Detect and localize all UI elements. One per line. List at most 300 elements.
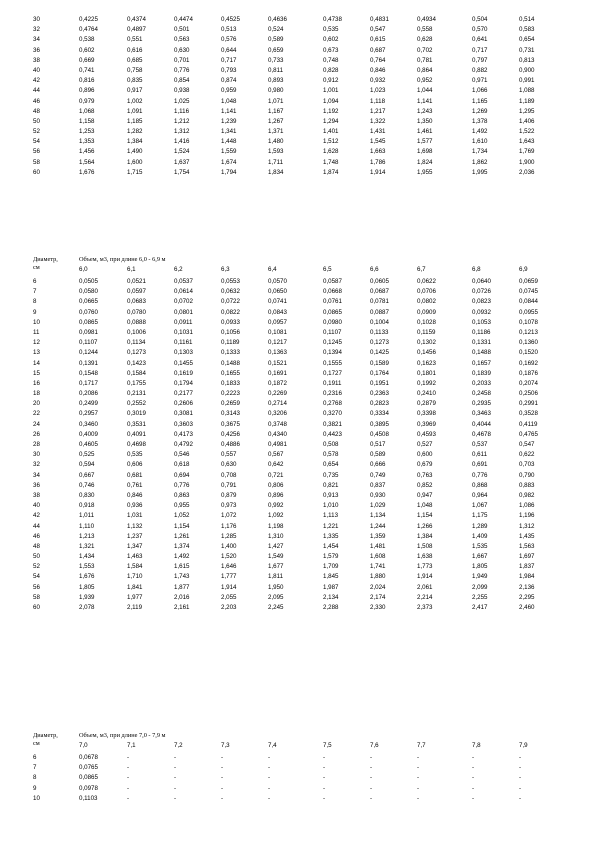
- volume-cell: 1,711: [268, 158, 284, 166]
- volume-cell: 0,2074: [519, 379, 538, 387]
- volume-cell: 1,520: [221, 553, 237, 561]
- volume-cell: 0,3398: [417, 410, 436, 418]
- table-body: [33, 15, 553, 178]
- volume-cell: 1,900: [519, 158, 535, 166]
- volume-cell: 0,0650: [268, 288, 287, 296]
- volume-cell: 0,1521: [268, 359, 287, 367]
- table-row: [33, 379, 553, 389]
- volume-cell: 0,882: [472, 66, 488, 74]
- volume-cell: 1,698: [417, 148, 433, 156]
- volume-cell: 0,0640: [472, 278, 491, 285]
- table-row: [33, 168, 553, 178]
- volume-cell: 0,846: [127, 491, 143, 499]
- volume-cell: -: [472, 784, 475, 792]
- volume-cell: -: [370, 774, 373, 782]
- volume-cell: 0,717: [221, 56, 237, 64]
- table-row: [33, 15, 553, 25]
- volume-cell: 0,0706: [417, 288, 436, 296]
- volume-cell: -: [221, 784, 224, 792]
- volume-cell: 0,630: [174, 46, 190, 54]
- volume-cell: 1,167: [268, 107, 284, 115]
- volume-cell: 0,4091: [127, 430, 146, 438]
- volume-cell: 0,1657: [472, 359, 491, 367]
- diameter-cell: 30: [33, 16, 40, 23]
- volume-cell: 1,877: [174, 583, 190, 591]
- volume-cell: 0,538: [79, 36, 95, 44]
- length-header-cell: 7,8: [472, 742, 481, 749]
- diameter-cell: 9: [33, 784, 37, 792]
- volume-cell: -: [417, 794, 420, 802]
- volume-cell: 0,618: [174, 461, 190, 469]
- volume-cell: 1,987: [323, 583, 339, 591]
- volume-cell: 0,3270: [323, 410, 342, 418]
- volume-cell: 0,2177: [174, 390, 193, 398]
- volume-cell: 0,1520: [519, 349, 538, 357]
- volume-cell: 0,525: [79, 451, 95, 459]
- table-row: [33, 450, 553, 460]
- volume-cell: 0,4678: [472, 430, 491, 438]
- volume-cell: 0,2458: [472, 390, 491, 398]
- volume-table-6m: [33, 256, 553, 613]
- volume-cell: 1,845: [323, 573, 339, 581]
- volume-cell: 0,816: [79, 77, 95, 85]
- volume-cell: 0,2499: [79, 400, 98, 408]
- volume-cell: 1,068: [79, 107, 95, 115]
- volume-cell: 0,4897: [127, 26, 146, 34]
- volume-cell: 0,758: [127, 66, 143, 74]
- volume-cell: 1,522: [519, 128, 535, 136]
- volume-cell: 0,828: [323, 66, 339, 74]
- volume-cell: 1,154: [174, 522, 190, 530]
- volume-cell: -: [221, 774, 224, 782]
- diameter-cell: 54: [33, 138, 40, 146]
- table-row: [33, 359, 553, 369]
- volume-cell: -: [268, 794, 271, 802]
- volume-cell: 0,4044: [472, 420, 491, 428]
- volume-cell: 1,025: [174, 97, 190, 105]
- volume-cell: 1,584: [127, 563, 143, 571]
- volume-cell: 0,501: [174, 26, 190, 34]
- table-row: [33, 147, 553, 157]
- volume-cell: -: [370, 764, 373, 772]
- volume-cell: 0,4119: [519, 420, 538, 428]
- volume-cell: 1,189: [519, 97, 535, 105]
- volume-cell: 0,659: [268, 46, 284, 54]
- diameter-cell: 58: [33, 158, 40, 166]
- volume-cell: 1,874: [323, 168, 339, 176]
- volume-cell: 0,628: [417, 36, 433, 44]
- volume-cell: 0,991: [519, 77, 535, 85]
- volume-cell: 0,979: [79, 97, 95, 105]
- volume-cell: 0,1692: [519, 359, 538, 367]
- volume-cell: 0,679: [417, 461, 433, 469]
- diameter-cell: 22: [33, 410, 40, 418]
- volume-cell: -: [519, 784, 522, 792]
- volume-cell: 1,773: [417, 563, 433, 571]
- volume-cell: 1,011: [79, 512, 95, 520]
- volume-cell: 0,938: [174, 87, 190, 95]
- volume-cell: 0,2086: [79, 390, 98, 398]
- volume-cell: 1,310: [268, 532, 284, 540]
- diameter-cell: 52: [33, 563, 40, 571]
- table-row: [33, 784, 553, 794]
- volume-cell: 1,118: [370, 97, 386, 105]
- volume-cell: 0,0933: [221, 318, 240, 326]
- volume-cell: 1,512: [323, 138, 339, 146]
- volume-cell: 1,141: [221, 107, 237, 115]
- length-header-cell: 7,0: [79, 742, 88, 749]
- table-row: [33, 35, 553, 45]
- volume-cell: 0,731: [519, 46, 535, 54]
- volume-cell: -: [519, 754, 522, 761]
- table-row: [33, 420, 553, 430]
- volume-cell: 0,1872: [268, 379, 287, 387]
- volume-cell: 0,3821: [323, 420, 342, 428]
- volume-cell: 0,557: [221, 451, 237, 459]
- volume-cell: 0,589: [370, 451, 386, 459]
- volume-cell: 0,2363: [370, 390, 389, 398]
- length-header-cell: 7,5: [323, 742, 332, 749]
- volume-cell: 1,463: [127, 553, 143, 561]
- volume-cell: 1,709: [323, 563, 339, 571]
- volume-cell: 1,350: [417, 117, 433, 125]
- volume-cell: 0,1691: [268, 369, 287, 377]
- volume-cell: 0,0537: [174, 278, 193, 285]
- table-row: [33, 542, 553, 552]
- volume-cell: 0,513: [221, 26, 237, 34]
- volume-cell: 2,061: [417, 583, 433, 591]
- volume-cell: 1,335: [323, 532, 339, 540]
- table-caption: Объем, м3, при длине 6,0 - 6,9 м: [79, 256, 166, 263]
- volume-cell: -: [323, 774, 326, 782]
- volume-cell: 1,564: [79, 158, 95, 166]
- volume-cell: 0,3675: [221, 420, 240, 428]
- volume-cell: 1,456: [79, 148, 95, 156]
- volume-cell: 0,955: [174, 502, 190, 510]
- volume-cell: 0,1764: [370, 369, 389, 377]
- volume-cell: 0,3748: [268, 420, 287, 428]
- volume-cell: 0,546: [174, 451, 190, 459]
- volume-cell: 0,1213: [519, 328, 538, 336]
- volume-cell: 1,094: [323, 97, 339, 105]
- volume-cell: 2,203: [221, 604, 237, 611]
- volume-cell: 2,161: [174, 604, 190, 611]
- volume-cell: 0,1755: [127, 379, 146, 387]
- volume-cell: -: [221, 764, 224, 772]
- volume-cell: 0,1488: [221, 359, 240, 367]
- volume-cell: 0,594: [79, 461, 95, 469]
- diameter-column-label: Диаметр, см: [33, 732, 58, 747]
- volume-cell: 2,288: [323, 604, 339, 611]
- table-row: [33, 763, 553, 773]
- volume-cell: 2,036: [519, 168, 535, 176]
- volume-cell: 1,176: [221, 522, 237, 530]
- volume-cell: 0,863: [174, 491, 190, 499]
- volume-cell: 1,091: [127, 107, 143, 115]
- volume-cell: 0,667: [79, 471, 95, 479]
- length-header-cell: 7,9: [519, 742, 528, 749]
- volume-cell: 1,643: [519, 138, 535, 146]
- volume-cell: 0,642: [268, 461, 284, 469]
- volume-cell: 0,1056: [221, 328, 240, 336]
- volume-cell: 0,702: [417, 46, 433, 54]
- volume-cell: -: [174, 754, 177, 761]
- length-header-cell: 6,6: [370, 266, 379, 273]
- volume-cell: 0,1833: [221, 379, 240, 387]
- volume-cell: 1,490: [127, 148, 143, 156]
- length-header-cell: 6,9: [519, 266, 528, 273]
- volume-cell: 1,769: [519, 148, 535, 156]
- volume-cell: 0,1107: [79, 339, 98, 347]
- volume-cell: 0,570: [472, 26, 488, 34]
- volume-cell: 0,1273: [127, 349, 146, 357]
- volume-cell: 1,461: [417, 128, 433, 136]
- volume-cell: 0,733: [268, 56, 284, 64]
- volume-cell: 0,1331: [472, 339, 491, 347]
- diameter-cell: 12: [33, 339, 40, 347]
- volume-cell: -: [417, 774, 420, 782]
- length-column-headers: [33, 265, 553, 275]
- volume-cell: 0,936: [127, 502, 143, 510]
- volume-cell: 0,0683: [127, 298, 146, 306]
- volume-cell: 0,4474: [174, 16, 193, 23]
- volume-cell: 1,939: [79, 593, 95, 601]
- volume-cell: 0,2506: [519, 390, 538, 398]
- volume-cell: 1,243: [417, 107, 433, 115]
- volume-cell: -: [323, 754, 326, 761]
- volume-cell: 0,1245: [323, 339, 342, 347]
- volume-cell: 1,044: [417, 87, 433, 95]
- volume-cell: 0,654: [519, 36, 535, 44]
- volume-cell: 0,868: [472, 481, 488, 489]
- volume-cell: 0,0741: [268, 298, 287, 306]
- volume-cell: 0,852: [417, 481, 433, 489]
- volume-cell: 0,2957: [79, 410, 98, 418]
- volume-cell: 1,834: [268, 168, 284, 176]
- length-header-cell: 6,8: [472, 266, 481, 273]
- volume-cell: 1,674: [221, 158, 237, 166]
- volume-cell: 0,527: [417, 441, 433, 448]
- volume-cell: 1,088: [519, 87, 535, 95]
- volume-cell: 0,535: [323, 26, 339, 34]
- volume-cell: -: [472, 774, 475, 782]
- volume-cell: 0,514: [519, 16, 535, 23]
- table-row: [33, 522, 553, 532]
- volume-cell: 0,0957: [268, 318, 287, 326]
- diameter-column-label: Диаметр, см: [33, 256, 58, 271]
- volume-cell: 1,553: [79, 563, 95, 571]
- volume-cell: 0,589: [268, 36, 284, 44]
- length-column-headers: [33, 741, 553, 751]
- volume-cell: 1,253: [79, 128, 95, 136]
- volume-cell: 1,321: [79, 542, 95, 550]
- table-row: [33, 562, 553, 572]
- volume-cell: 1,676: [79, 168, 95, 176]
- volume-cell: 1,431: [370, 128, 386, 136]
- volume-cell: 1,600: [127, 158, 143, 166]
- volume-cell: 1,754: [174, 168, 190, 176]
- volume-cell: 1,237: [127, 532, 143, 540]
- diameter-cell: 36: [33, 46, 40, 54]
- volume-cell: 2,295: [519, 593, 535, 601]
- volume-cell: 1,092: [268, 512, 284, 520]
- volume-cell: 0,4605: [79, 441, 98, 448]
- volume-cell: 1,837: [519, 563, 535, 571]
- volume-cell: 0,4340: [268, 430, 287, 438]
- volume-cell: 0,3528: [519, 410, 538, 418]
- diameter-cell: 44: [33, 522, 40, 530]
- diameter-cell: 6: [33, 278, 37, 285]
- volume-cell: 0,3334: [370, 410, 389, 418]
- volume-cell: 1,435: [519, 532, 535, 540]
- volume-cell: -: [472, 754, 475, 761]
- volume-cell: 1,508: [417, 542, 433, 550]
- diameter-cell: 40: [33, 66, 40, 74]
- diameter-cell: 10: [33, 794, 40, 802]
- volume-cell: 0,1876: [519, 369, 538, 377]
- volume-cell: 0,1951: [370, 379, 389, 387]
- volume-cell: 2,078: [79, 604, 95, 611]
- volume-cell: 1,221: [323, 522, 339, 530]
- volume-cell: 0,0932: [472, 308, 491, 316]
- volume-cell: 0,3460: [79, 420, 98, 428]
- volume-cell: 0,4508: [370, 430, 389, 438]
- volume-cell: 0,0843: [268, 308, 287, 316]
- volume-cell: 0,2033: [472, 379, 491, 387]
- volume-cell: 1,741: [370, 563, 386, 571]
- volume-cell: 1,427: [268, 542, 284, 550]
- volume-cell: 0,3463: [472, 410, 491, 418]
- volume-cell: 2,214: [417, 593, 433, 601]
- diameter-cell: 13: [33, 349, 40, 357]
- volume-cell: 1,610: [472, 138, 488, 146]
- volume-cell: 1,416: [174, 138, 190, 146]
- volume-cell: 0,4792: [174, 441, 193, 448]
- volume-cell: 1,524: [174, 148, 190, 156]
- table-row: [33, 440, 553, 450]
- diameter-cell: 14: [33, 359, 40, 367]
- volume-cell: 1,608: [370, 553, 386, 561]
- length-header-cell: 7,4: [268, 742, 277, 749]
- diameter-cell: 28: [33, 441, 40, 448]
- table-row: [33, 511, 553, 521]
- volume-cell: 0,0888: [127, 318, 146, 326]
- volume-cell: 0,1619: [174, 369, 193, 377]
- volume-cell: 0,3081: [174, 410, 193, 418]
- diameter-cell: 60: [33, 604, 40, 611]
- volume-cell: 0,790: [519, 471, 535, 479]
- volume-cell: 0,558: [417, 26, 433, 34]
- volume-cell: 1,312: [174, 128, 190, 136]
- table-row: [33, 46, 553, 56]
- volume-cell: 0,1584: [127, 369, 146, 377]
- volume-cell: 0,2935: [472, 400, 491, 408]
- length-header-cell: 6,0: [79, 266, 88, 273]
- volume-cell: 0,578: [323, 451, 339, 459]
- volume-cell: 0,0780: [127, 308, 146, 316]
- volume-cell: 0,1394: [323, 349, 342, 357]
- volume-cell: 1,071: [268, 97, 284, 105]
- volume-cell: 1,676: [79, 573, 95, 581]
- volume-cell: 1,454: [323, 542, 339, 550]
- volume-cell: 0,602: [79, 46, 95, 54]
- volume-cell: 0,0980: [323, 318, 342, 326]
- volume-cell: 0,1391: [79, 359, 98, 367]
- volume-cell: 0,685: [127, 56, 143, 64]
- volume-cell: 1,984: [519, 573, 535, 581]
- table-row: [33, 348, 553, 358]
- volume-cell: 0,0659: [519, 278, 538, 285]
- volume-cell: 2,330: [370, 604, 386, 611]
- volume-cell: 1,786: [370, 158, 386, 166]
- volume-cell: 1,116: [174, 107, 190, 115]
- table-row: [33, 76, 553, 86]
- volume-cell: 0,1360: [519, 339, 538, 347]
- volume-cell: 0,0605: [370, 278, 389, 285]
- volume-cell: 0,4423: [323, 430, 342, 438]
- volume-cell: 0,776: [174, 481, 190, 489]
- diameter-cell: 60: [33, 168, 40, 176]
- volume-cell: 0,1794: [174, 379, 193, 387]
- diameter-cell: 56: [33, 583, 40, 591]
- volume-cell: 0,806: [268, 481, 284, 489]
- diameter-cell: 7: [33, 764, 37, 772]
- length-header-cell: 7,7: [417, 742, 426, 749]
- table-row: [33, 127, 553, 137]
- volume-cell: 0,0865: [323, 308, 342, 316]
- volume-cell: 0,917: [127, 87, 143, 95]
- volume-cell: 1,734: [472, 148, 488, 156]
- length-header-cell: 7,3: [221, 742, 230, 749]
- volume-cell: -: [417, 754, 420, 761]
- diameter-cell: 54: [33, 573, 40, 581]
- volume-cell: 0,2316: [323, 390, 342, 398]
- volume-cell: 1,052: [174, 512, 190, 520]
- volume-cell: 0,0580: [79, 288, 98, 296]
- table-row: [33, 430, 553, 440]
- volume-cell: 0,791: [221, 481, 237, 489]
- volume-cell: 1,010: [323, 502, 339, 510]
- table-row: [33, 583, 553, 593]
- volume-cell: 0,1455: [174, 359, 193, 367]
- volume-cell: 2,174: [370, 593, 386, 601]
- volume-cell: -: [417, 784, 420, 792]
- volume-cell: 0,4374: [127, 16, 146, 23]
- volume-cell: 0,1053: [472, 318, 491, 326]
- volume-cell: 0,959: [221, 87, 237, 95]
- length-header-cell: 6,7: [417, 266, 426, 273]
- volume-cell: 1,244: [370, 522, 386, 530]
- volume-cell: 0,3143: [221, 410, 240, 418]
- volume-cell: 0,4886: [221, 441, 240, 448]
- volume-cell: 1,261: [174, 532, 190, 540]
- volume-cell: 1,141: [417, 97, 433, 105]
- volume-cell: 0,0726: [472, 288, 491, 296]
- volume-cell: 1,914: [417, 573, 433, 581]
- volume-cell: 0,673: [323, 46, 339, 54]
- volume-cell: 1,239: [221, 117, 237, 125]
- volume-cell: 0,3019: [127, 410, 146, 418]
- volume-cell: 0,837: [370, 481, 386, 489]
- volume-cell: 1,198: [268, 522, 284, 530]
- volume-cell: 0,1103: [79, 794, 98, 802]
- volume-cell: 1,824: [417, 158, 433, 166]
- volume-cell: 0,1333: [221, 349, 240, 357]
- volume-cell: 1,743: [174, 573, 190, 581]
- volume-cell: 0,1425: [370, 349, 389, 357]
- table-row: [33, 603, 553, 613]
- volume-cell: 0,0978: [79, 784, 98, 792]
